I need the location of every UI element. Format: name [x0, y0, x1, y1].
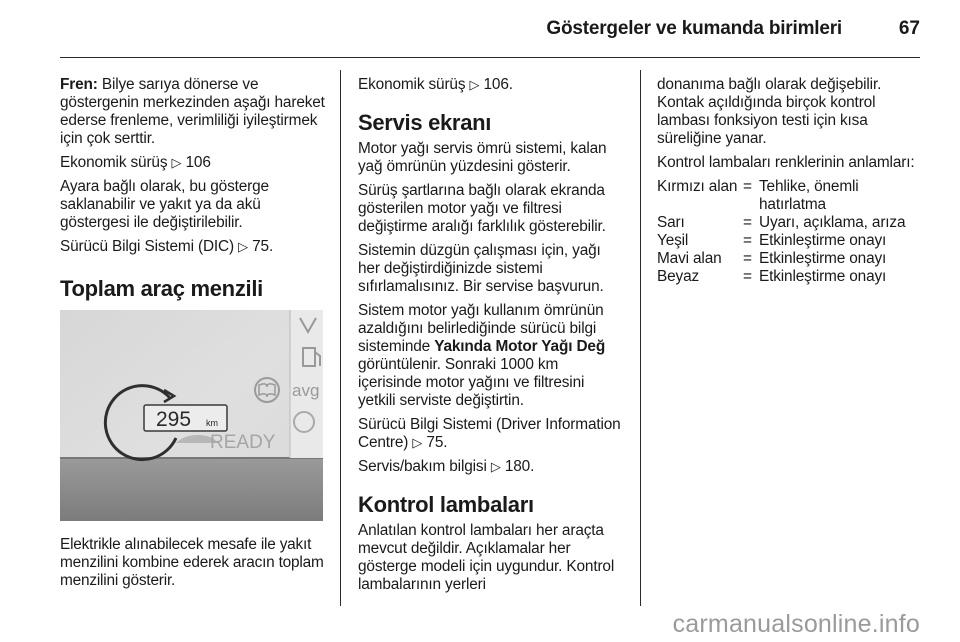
- legend-row: [657, 214, 927, 232]
- legend-equals: =: [743, 250, 752, 267]
- section-heading-service: Servis ekranı: [358, 110, 492, 135]
- paragraph-eco-ref-2: [358, 76, 624, 94]
- header-divider: [60, 57, 920, 58]
- brake-text: Bilye sarıya dönerse ve göstergenin merkezinden aşağı hareket ederse frenleme, verimliliği iyileştirmek için çok serttir.: [60, 76, 325, 147]
- section-heading-total-range: Toplam araç menzili: [60, 276, 263, 301]
- page-ref-arrow-icon: ▷: [171, 155, 182, 170]
- column-3: [657, 76, 927, 286]
- legend-equals: =: [743, 178, 752, 195]
- figure-caption: Elektrikle alınabilecek mesafe ile yakıt menzilini kombine ederek aracın toplam menzilini gösterir.: [60, 536, 324, 589]
- brake-label: Fren:: [60, 76, 98, 93]
- legend-meaning: Etkinleştirme onayı: [759, 232, 887, 249]
- cluster-illustration: [60, 310, 323, 521]
- service-4-text-a: Sistem motor yağı kullanım ömrünün azaldığını belirlediğinde sürücü bilgi sisteminde: [358, 302, 604, 355]
- paragraph-service-2: Sürüş şartlarına bağlı olarak ekranda gösterilen motor yağı ve filtresi değiştirme aralığı farklılık gösterebilir.: [358, 182, 606, 235]
- eco-ref-page: 106: [185, 154, 211, 171]
- legend-meaning: Etkinleştirme onayı: [759, 250, 887, 267]
- page-header: [0, 0, 960, 60]
- legend-color-name: Yeşil: [657, 232, 689, 249]
- paragraph-lights-2: Kontrol lambaları renklerinin anlamları:: [657, 154, 915, 171]
- watermark-brand: carmanualsonline.info: [672, 610, 920, 638]
- color-legend-table: [657, 178, 927, 286]
- paragraph-service-4: [358, 302, 624, 410]
- page-title: Göstergeler ve kumanda birimleri: [546, 18, 842, 39]
- paragraph-brake: [60, 76, 325, 148]
- column-divider-2: [640, 70, 641, 606]
- page-ref-arrow-icon: ▷: [490, 459, 501, 474]
- service-4-text-b: görüntülenir. Sonraki 1000 km içerisinde motor yağını ve filtresini yetkili serviste değiştirtin.: [358, 356, 585, 409]
- dic-ref-page: 75.: [252, 238, 274, 255]
- legend-row: [657, 268, 927, 286]
- legend-equals: =: [743, 268, 752, 285]
- column-1: [60, 76, 325, 302]
- paragraph-lights-1: donanıma bağlı olarak değişebilir. Kontak açıldığında birçok kontrol lambası fonksiyon testi için kısa süreliğine yanar.: [657, 76, 882, 147]
- legend-row: [657, 232, 927, 250]
- dic-ref-text-2: Sürücü Bilgi Sistemi (Driver Information Centre): [358, 416, 621, 451]
- eco-ref-text-2: Ekonomik sürüş: [358, 76, 470, 93]
- legend-meaning: Uyarı, açıklama, arıza: [759, 214, 906, 231]
- paragraph-service-info-ref: [358, 458, 624, 476]
- paragraph-dic-ref-2: [358, 416, 624, 452]
- legend-color-name: Mavi alan: [657, 250, 722, 267]
- legend-color-name: Sarı: [657, 214, 685, 231]
- legend-row: [657, 250, 927, 268]
- legend-color-name: Kırmızı alan: [657, 178, 738, 195]
- eco-ref-text: Ekonomik sürüş: [60, 154, 172, 171]
- service-info-text: Servis/bakım bilgisi: [358, 458, 491, 475]
- section-heading-warning-lights: Kontrol lambaları: [358, 492, 534, 517]
- legend-meaning: Tehlike, önemli hatırlatma: [759, 178, 859, 213]
- paragraph-service-1: Motor yağı servis ömrü sistemi, kalan yağ ömrünün yüzdesini gösterir.: [358, 140, 607, 175]
- legend-equals: =: [743, 214, 752, 231]
- legend-row: [657, 178, 927, 214]
- paragraph-setting: Ayara bağlı olarak, bu gösterge saklanabilir ve yakıt ya da akü göstergesi ile değiştirilebilir.: [60, 178, 269, 231]
- legend-color-name: Beyaz: [657, 268, 700, 285]
- avg-label: avg: [292, 381, 320, 400]
- eco-ref-page-2: 106.: [483, 76, 513, 93]
- page-number: 67: [898, 18, 920, 39]
- oil-message: Yakında Motor Yağı Değ: [434, 338, 606, 355]
- legend-equals: =: [743, 232, 752, 249]
- legend-meaning: Etkinleştirme onayı: [759, 268, 887, 285]
- range-value: 295: [156, 408, 192, 431]
- paragraph-service-3: Sistemin düzgün çalışması için, yağı her değiştirdiğinizde sistemi sıfırlamalısınız. Bir servise başvurun.: [358, 242, 604, 295]
- range-display-figure: [60, 310, 323, 521]
- paragraph-eco-ref: [60, 154, 325, 172]
- column-divider-1: [340, 70, 341, 606]
- ready-label: READY: [210, 432, 276, 453]
- dic-ref-page-2: 75.: [426, 434, 448, 451]
- dic-ref-text: Sürücü Bilgi Sistemi (DIC): [60, 238, 239, 255]
- service-info-page: 180.: [504, 458, 535, 475]
- paragraph-dic-ref: [60, 238, 325, 256]
- page-ref-arrow-icon: ▷: [469, 77, 480, 92]
- paragraph-warning-lights: Anlatılan kontrol lambaları her araçta mevcut değildir. Açıklamalar her gösterge modeli için uygundur. Kontrol lambalarının yerleri: [358, 522, 615, 593]
- page-ref-arrow-icon: ▷: [412, 435, 423, 450]
- range-unit: km: [206, 418, 218, 428]
- column-2: [358, 76, 624, 600]
- page-ref-arrow-icon: ▷: [238, 239, 248, 254]
